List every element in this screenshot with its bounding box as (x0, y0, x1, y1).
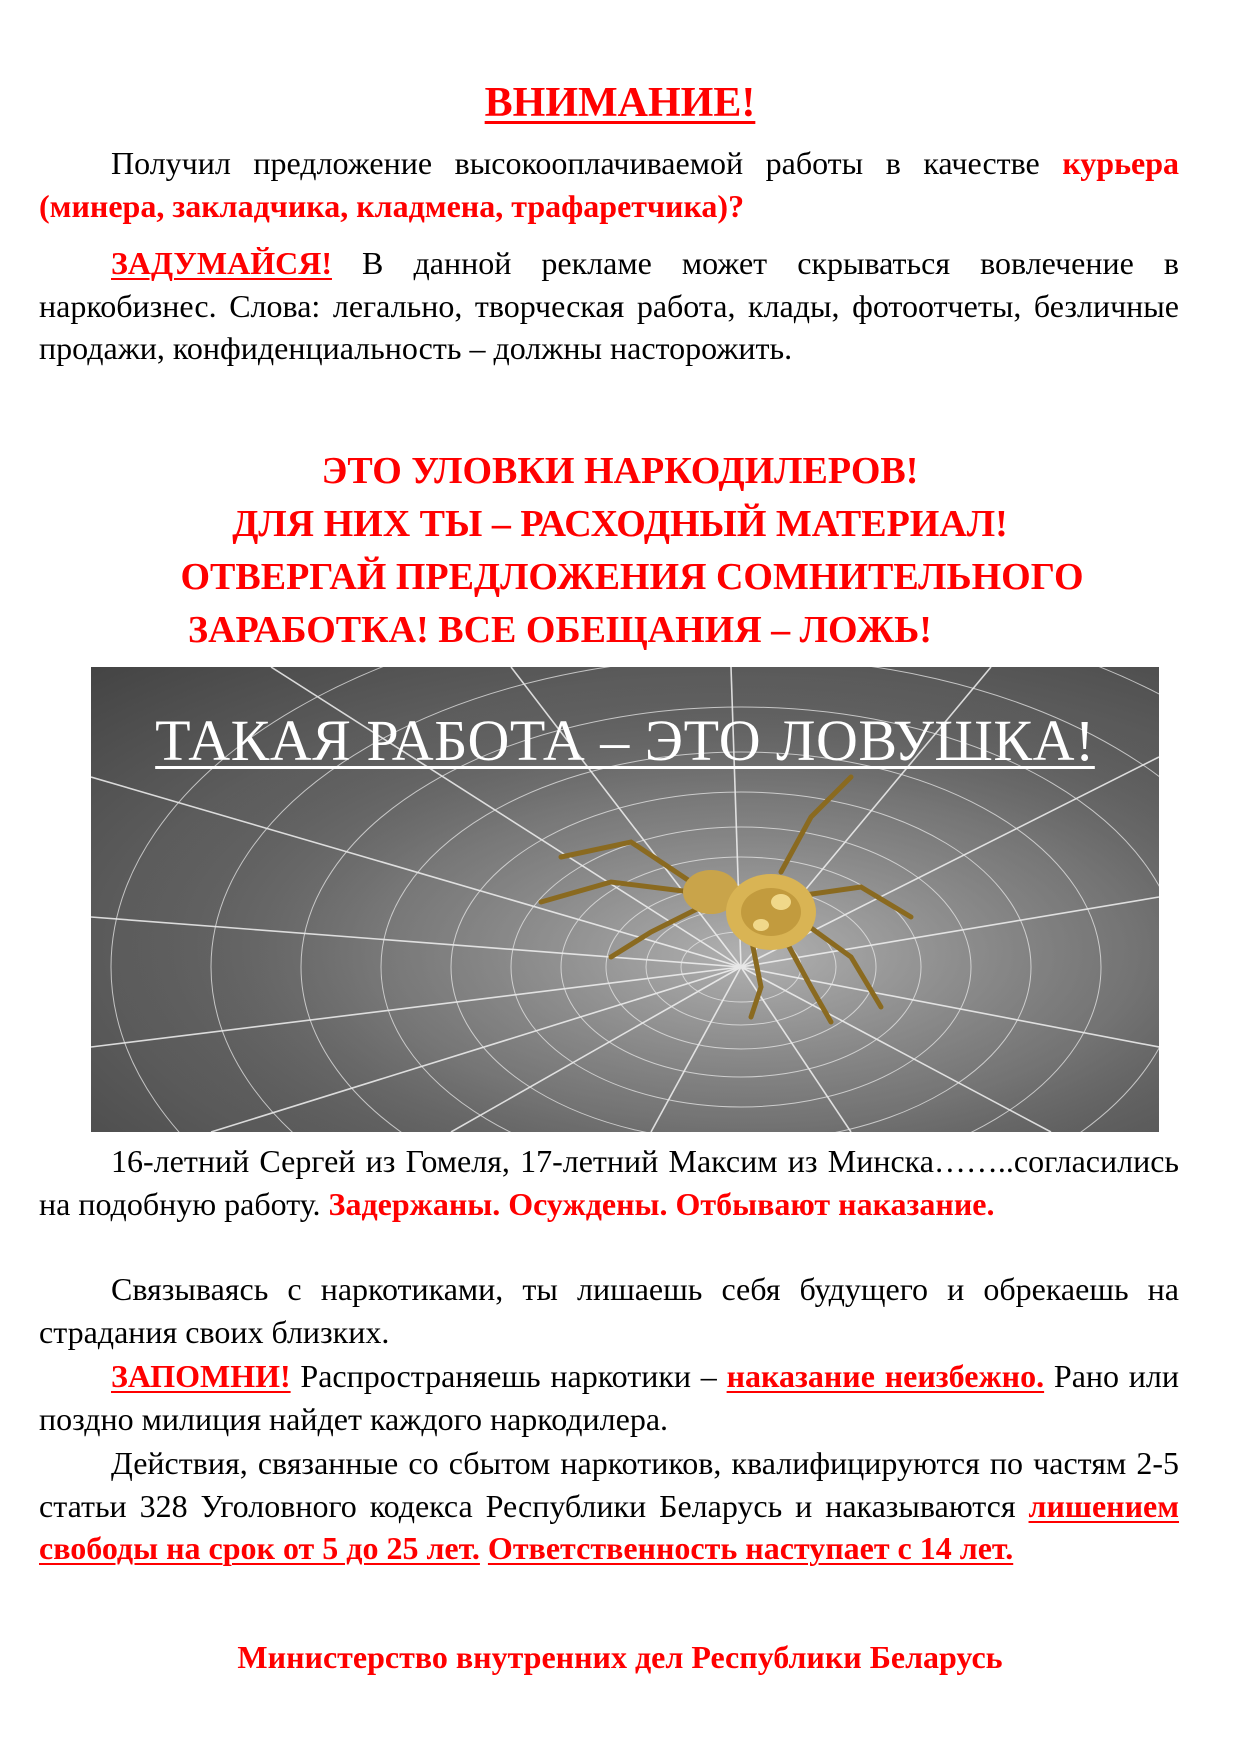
intro-text: Получил предложение высокооплачиваемой работы в качестве (111, 145, 1040, 181)
think-label: ЗАДУМАЙСЯ! (111, 245, 332, 281)
law-highlight-2: Ответственность наступает с 14 лет. (487, 1530, 1014, 1566)
story-highlight: Задержаны. Осуждены. Отбывают наказание. (328, 1185, 995, 1222)
think-paragraph (39, 242, 1179, 370)
law-paragraph (39, 1442, 1179, 1570)
law-highlight-1: лишением свободы на срок от 5 до 25 лет. (39, 1487, 1180, 1566)
page-title: ВНИМАНИЕ! (484, 80, 756, 126)
story-paragraph (39, 1140, 1179, 1225)
law-text: Действия, связанные со сбытом наркотиков, квалифицируются по частям 2-5 статьи 328 Уголовного кодекса Республики Беларусь и наказываются (39, 1445, 1179, 1524)
intro-highlight: курьера (минера, закладчика, кладмена, трафаретчика)? (39, 145, 1180, 224)
intro-paragraph (39, 142, 1179, 227)
think-text: В данной рекламе может скрываться вовлечение в наркобизнес. Слова: легально, творческая работа, клады, фотоотчеты, безличные продажи, конфиденциальность – должны насторожить. (39, 245, 1180, 366)
warning-line-3: ОТВЕРГАЙ ПРЕДЛОЖЕНИЯ СОМНИТЕЛЬНОГО (180, 556, 1084, 598)
story-text: 16-летний Сергей из Гомеля, 17-летний Максим из Минска……..согласились на подобную работу. (39, 1143, 1179, 1222)
warning-line-4: ЗАРАБОТКА! ВСЕ ОБЕЩАНИЯ – ЛОЖЬ! (188, 609, 932, 651)
future-paragraph (39, 1268, 1179, 1353)
warning-line-1: ЭТО УЛОВКИ НАРКОДИЛЕРОВ! (321, 450, 919, 492)
remember-text-2: Рано или поздно милиция найдет каждого наркодилера. (39, 1358, 1180, 1437)
ministry-footer: Министерство внутренних дел Республики Беларусь (237, 1639, 1003, 1675)
spider-web-photo (91, 667, 1159, 1132)
remember-highlight: наказание неизбежно. (726, 1358, 1045, 1394)
remember-label: ЗАПОМНИ! (111, 1358, 291, 1394)
remember-text-1: Распространяешь наркотики – (300, 1358, 717, 1394)
photo-caption: ТАКАЯ РАБОТА – ЭТО ЛОВУШКА! (155, 708, 1095, 773)
remember-paragraph (39, 1355, 1179, 1440)
warning-line-2: ДЛЯ НИХ ТЫ – РАСХОДНЫЙ МАТЕРИАЛ! (232, 503, 1008, 545)
future-text: Связываясь с наркотиками, ты лишаешь себя будущего и обрекаешь на страдания своих близких. (39, 1271, 1179, 1350)
